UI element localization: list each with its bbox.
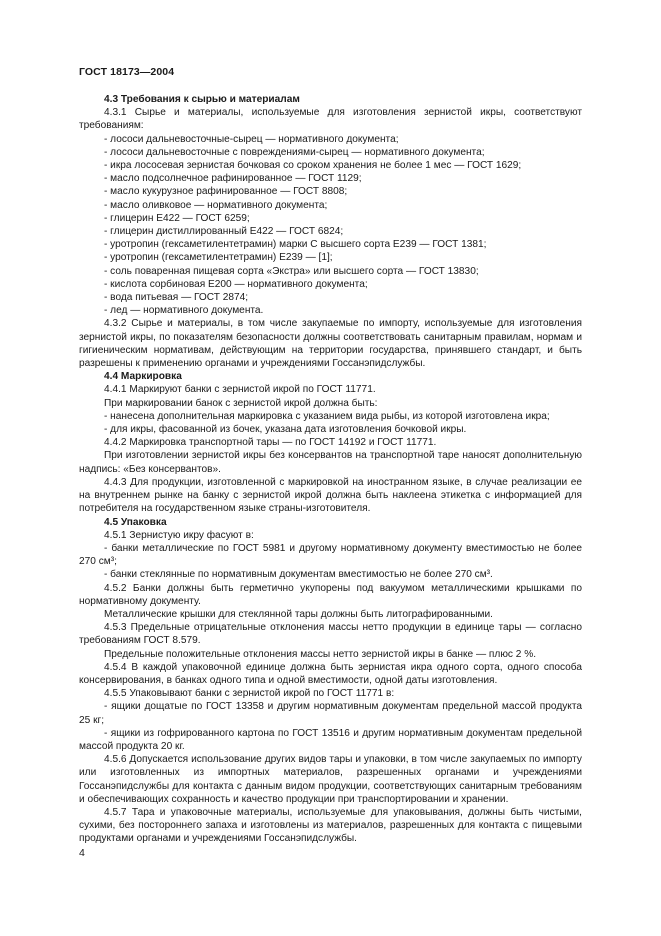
list-item: - глицерин дистиллированный Е422 — ГОСТ 6824; (104, 226, 344, 238)
paragraph-4-4-3: 4.4.3 Для продукции, изготовленной с маркировкой на иностранном языке, в случае реализации ее на внутреннем рынке на банку с зернистой икрой должна быть наклеена этикетка с информацией для потребителя на государственном языке страны-изготовителя. (79, 476, 582, 515)
page-number: 4 (79, 847, 85, 859)
paragraph-4-5-6: 4.5.6 Допускается использование других видов тары и упаковки, в том числе закупаемых по импорту или изготовленных из импортных материалов, разрешенных органами и учреждениями Госсанэпидслужбы для контакта с данным видом продукции, соответствующих санитарным требованиям и обеспечивающих сохранность и качество продукции при транспортировании и хранении. (79, 754, 582, 805)
document-code-header: ГОСТ 18173—2004 (79, 66, 175, 78)
list-item: - глицерин Е422 — ГОСТ 6259; (104, 212, 250, 224)
section-title-4-5: 4.5 Упаковка (104, 516, 167, 528)
list-item: - икра лососевая зернистая бочковая со сроком хранения не более 1 мес — ГОСТ 1629; (104, 160, 522, 172)
list-item: - лососи дальневосточные с повреждениями-сырец — нормативного документа; (104, 146, 485, 158)
paragraph-4-3-2: 4.3.2 Сырье и материалы, в том числе закупаемые по импорту, используемые для изготовления зернистой икры, по показателям безопасности должны соответствовать санитарным правилам, нормам и гигиеническим нормативам, действующим на территории государства, принявшего стандарт, и быть разрешены к применению органами и учреждениями Госсанэпидслужбы. (79, 318, 582, 370)
paragraph: При маркировании банок с зернистой икрой должна быть: (104, 397, 378, 409)
list-item: - масло подсолнечное рафинированное — ГОСТ 1129; (104, 173, 362, 185)
list-item: - банки стеклянные по нормативным документам вместимостью не более 270 см³. (104, 569, 493, 581)
document-body (79, 93, 582, 846)
paragraph-4-4-2: 4.4.2 Маркировка транспортной тары — по ГОСТ 14192 и ГОСТ 11771. (104, 437, 437, 449)
list-item: - ящики дощатые по ГОСТ 13358 и другим нормативным документам предельной массой продукта 25 кг; (79, 701, 582, 726)
list-item: - масло кукурузное рафинированное — ГОСТ 8808; (104, 186, 348, 198)
paragraph-4-5-1: 4.5.1 Зернистую икру фасуют в: (104, 529, 254, 541)
paragraph-4-3-1: 4.3.1 Сырье и материалы, используемые для изготовления зернистой икры, соответствуют требованиям: (79, 107, 582, 132)
paragraph-4-5-3: 4.5.3 Предельные отрицательные отклонения массы нетто продукции в единице тары — согласно требованиям ГОСТ 8.579. (79, 622, 582, 647)
list-item: - лед — нормативного документа. (104, 305, 264, 317)
paragraph: При изготовлении зернистой икры без консервантов на транспортной таре наносят дополнительную надпись: «Без консервантов». (79, 450, 582, 475)
list-item: - лососи дальневосточные-сырец — нормативного документа; (104, 133, 399, 145)
paragraph-4-5-7: 4.5.7 Тара и упаковочные материалы, используемые для упаковывания, должны быть чистыми, сухими, без постороннего запаха и изготовлены из материалов, разрешенных для контакта с пищевыми продуктами органами и учреждениями Госсанэпидслужбы. (79, 806, 582, 845)
list-item: - банки металлические по ГОСТ 5981 и другому нормативному документу вместимостью не более 270 см³; (79, 542, 582, 568)
list-item: - ящики из гофрированного картона по ГОСТ 13516 и другим нормативным документам предельной массой продукта 20 кг. (79, 727, 582, 752)
paragraph-4-5-4: 4.5.4 В каждой упаковочной единице должна быть зернистая икра одного сорта, одного способа консервирования, в банках одного типа и одной вместимости, одной даты изготовления. (79, 661, 582, 686)
paragraph: Металлические крышки для стеклянной тары должны быть литографированными. (104, 608, 493, 620)
paragraph-4-5-5: 4.5.5 Упаковывают банки с зернистой икрой по ГОСТ 11771 в: (104, 688, 395, 700)
list-item: - уротропин (гексаметилентетрамин) Е239 — [1]; (104, 252, 333, 264)
list-item: - нанесена дополнительная маркировка с указанием вида рыбы, из которой изготовлена икра; (104, 410, 550, 422)
paragraph-4-4-1: 4.4.1 Маркируют банки с зернистой икрой по ГОСТ 11771. (104, 384, 376, 396)
paragraph: Предельные положительные отклонения массы нетто зернистой икры в банке — плюс 2 %. (104, 648, 537, 660)
section-title-4-4: 4.4 Маркировка (104, 371, 182, 383)
list-item: - для икры, фасованной из бочек, указана дата изготовления бочковой икры. (104, 424, 467, 436)
paragraph-4-5-2: 4.5.2 Банки должны быть герметично укупорены под вакуумом металлическими крышками по нормативному документу. (79, 582, 582, 607)
list-item: - кислота сорбиновая Е200 — нормативного документа; (104, 278, 368, 290)
list-item: - масло оливковое — нормативного документа; (104, 199, 328, 211)
list-item: - соль поваренная пищевая сорта «Экстра» или высшего сорта — ГОСТ 13830; (104, 265, 479, 277)
list-item: - уротропин (гексаметилентетрамин) марки С высшего сорта Е239 — ГОСТ 1381; (104, 239, 487, 251)
list-item: - вода питьевая — ГОСТ 2874; (104, 292, 249, 304)
section-title-4-3: 4.3 Требования к сырью и материалам (104, 94, 300, 105)
